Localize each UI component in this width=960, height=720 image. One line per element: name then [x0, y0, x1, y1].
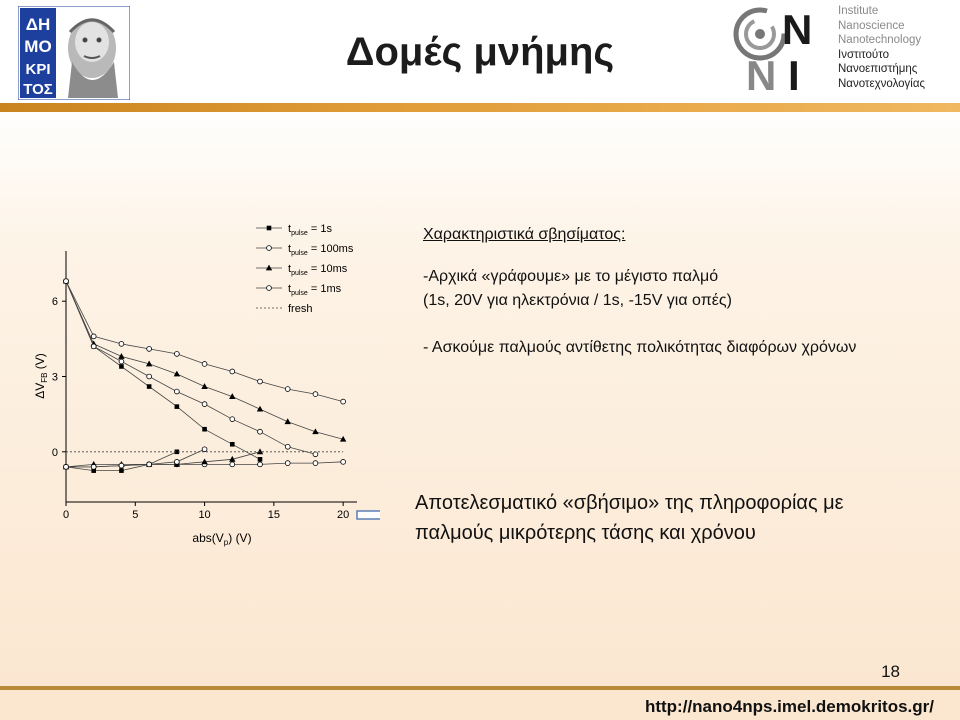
data-point [285, 418, 291, 424]
erase-chart [0, 200, 380, 560]
logo-letter: I [788, 52, 800, 94]
footer-url: http://nano4nps.imel.demokritos.gr/ [644, 697, 934, 716]
data-point [64, 279, 69, 284]
footer-line [0, 686, 960, 690]
y-tick-label: 3 [51, 371, 58, 384]
conclusion-line: Αποτελεσματικό «σβήσιμο» της πληροφορίας με [415, 492, 844, 514]
data-point [174, 389, 179, 394]
data-point [313, 461, 318, 466]
data-point [119, 359, 124, 364]
data-point [267, 226, 272, 231]
legend-label: $t_{pulse} = 1ms$ [288, 283, 342, 297]
data-point [341, 459, 346, 464]
data-point [119, 364, 124, 369]
x-tick-label: 15 [267, 509, 280, 521]
institute-name-en: Nanotechnology [838, 34, 922, 46]
legend-label: $t_{pulse} = 10ms$ [288, 263, 348, 277]
data-point [285, 461, 290, 466]
legend-label: $t_{pulse} = 100ms$ [288, 243, 354, 257]
data-point [230, 462, 235, 467]
legend-label: $t_{pulse} = 1s$ [288, 223, 332, 237]
erase-characteristics-header: Χαρακτηριστικά σβησίματος: [423, 226, 626, 243]
data-point [258, 457, 263, 462]
data-point [267, 286, 272, 291]
institute-name-gr: Ινστιτούτο [838, 48, 889, 61]
data-point [230, 442, 235, 447]
portrait-icon [68, 18, 118, 98]
institute-name-en: Institute [838, 5, 879, 17]
series-line [66, 281, 315, 454]
data-point [202, 447, 207, 452]
x-tick-label: 0 [62, 509, 70, 521]
data-point [175, 404, 180, 409]
data-point [202, 402, 207, 407]
x-tick-label: 5 [132, 509, 139, 521]
data-point [285, 387, 290, 392]
data-point [313, 452, 318, 457]
logo-text-line: ΚΡΙ [25, 61, 51, 78]
data-point [91, 464, 96, 469]
slide-title: Δομές μνήμης [345, 30, 615, 74]
data-point [258, 429, 263, 434]
data-point [258, 462, 263, 467]
data-point [341, 399, 346, 404]
conclusion-text [415, 488, 844, 548]
data-point [257, 448, 263, 454]
data-point [147, 462, 152, 467]
data-point [258, 379, 263, 384]
data-point [119, 468, 124, 473]
data-point [257, 406, 263, 412]
erase-description-line: - Ασκούμε παλμούς αντίθετης πολικότητας διαφόρων χρόνων [423, 339, 857, 356]
data-point [267, 246, 272, 251]
institute-logo [732, 4, 832, 94]
header-accent-line [0, 103, 960, 112]
data-point [147, 346, 152, 351]
demokritos-logo [18, 6, 130, 100]
logo-text-line: ΤΟΣ [23, 81, 53, 98]
institute-name-gr: Νανοεπιστήμης [838, 63, 918, 75]
data-point [119, 341, 124, 346]
data-point [174, 352, 179, 357]
spiral-icon [736, 10, 784, 58]
y-axis-label: $\Delta V_{FB}$ (V) [33, 353, 49, 399]
y-tick-label: 0 [51, 446, 58, 459]
legend-label: fresh [288, 303, 313, 315]
institute-name-en: Nanoscience [838, 19, 905, 32]
logo-text-line: ΜΟ [24, 37, 52, 56]
data-point [147, 384, 152, 389]
logo-text-line: ΔΗ [25, 15, 51, 34]
x-tick-label: 10 [198, 509, 211, 521]
page-number: 18 [881, 662, 900, 681]
data-point [201, 383, 207, 389]
x-axis-label: $abs(V_p)$ (V) [192, 531, 252, 547]
data-point [147, 374, 152, 379]
data-point [174, 459, 179, 464]
data-point [313, 392, 318, 397]
data-point [118, 353, 124, 359]
x-tick-label: 20 [337, 509, 350, 521]
conclusion-line: παλμούς μικρότερης τάσης και χρόνου [415, 522, 756, 544]
data-point [91, 334, 96, 339]
data-point [230, 417, 235, 422]
data-point [266, 265, 272, 271]
data-point [202, 362, 207, 367]
logo-letter: N [746, 52, 777, 94]
data-point [202, 427, 207, 432]
y-tick-label: 6 [51, 296, 58, 309]
data-point [91, 344, 96, 349]
data-point [230, 369, 235, 374]
data-point [285, 444, 290, 449]
data-point [119, 463, 124, 468]
arrow-icon [357, 507, 380, 523]
erase-description-line: (1s, 20V για ηλεκτρόνια / 1s, -15V για οπές) [423, 292, 732, 309]
erase-description-line: -Αρχικά «γράφουμε» με το μέγιστο παλμό [423, 268, 719, 285]
institute-name [838, 4, 925, 91]
data-point [64, 464, 69, 469]
institute-name-gr: Νανοτεχνολογίας [838, 77, 926, 90]
logo-letter: N [782, 6, 813, 53]
